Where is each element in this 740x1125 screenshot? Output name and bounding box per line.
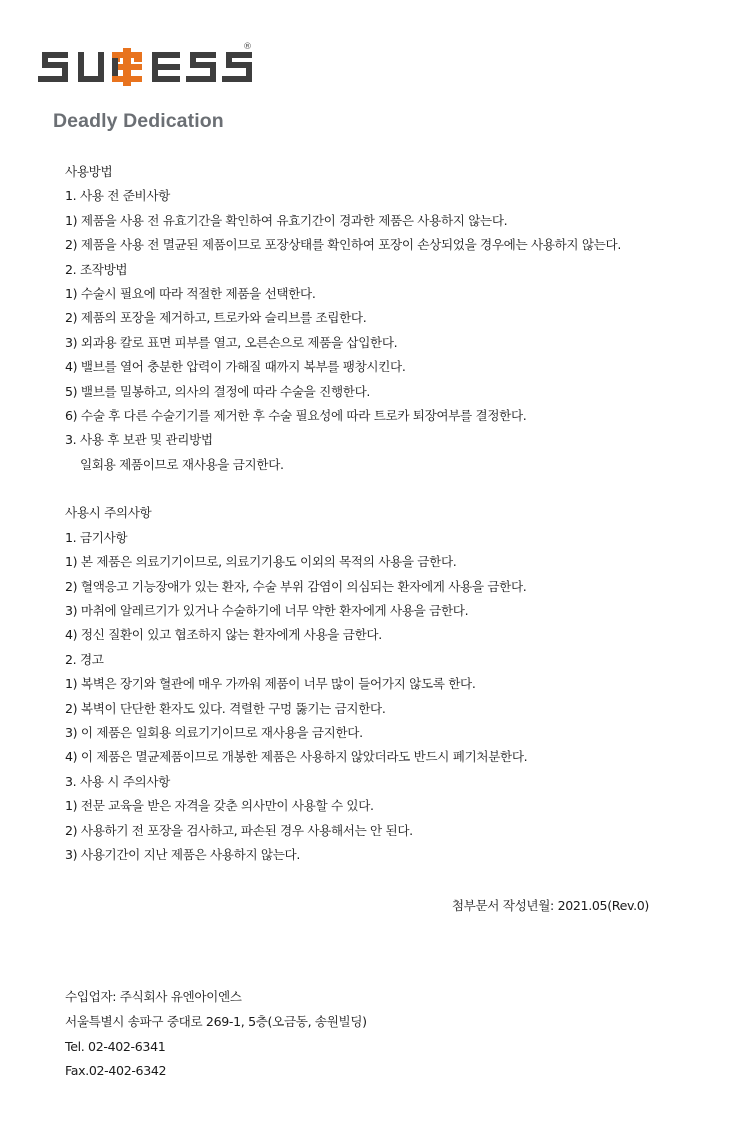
precautions-title: 사용시 주의사항 bbox=[65, 505, 152, 521]
document-date: 첨부문서 작성년월: 2021.05(Rev.0) bbox=[451, 898, 649, 913]
list-item: 2) 제품의 포장을 제거하고, 트로카와 슬리브를 조립한다. bbox=[65, 310, 367, 326]
list-item: 4) 밸브를 열어 충분한 압력이 가해질 때까지 복부를 팽창시킨다. bbox=[65, 359, 406, 375]
list-item: 1) 수술시 필요에 따라 적절한 제품을 선택한다. bbox=[65, 285, 316, 301]
list-item: 2) 제품을 사용 전 멸균된 제품이므로 포장상태를 확인하여 포장이 손상되었을 경우에는 사용하지 않는다. bbox=[65, 237, 621, 253]
list-item: 3) 이 제품은 일회용 의료기기이므로 재사용을 금지한다. bbox=[65, 724, 363, 740]
list-item: 4) 이 제품은 멸균제품이므로 개봉한 제품은 사용하지 않았더라도 반드시 폐기처분한다. bbox=[65, 749, 528, 765]
contra-heading: 1. 금기사항 bbox=[65, 529, 128, 545]
section-gap bbox=[65, 477, 725, 501]
importer-info bbox=[65, 985, 367, 1084]
list-item: 6) 수술 후 다른 수술기기를 제거한 후 수술 필요성에 따라 트로카 퇴장여부를 결정한다. bbox=[65, 407, 527, 423]
list-item: 4) 정신 질환이 있고 협조하지 않는 환자에게 사용을 금한다. bbox=[65, 627, 382, 643]
storage-text: 일회용 제품이므로 재사용을 금지한다. bbox=[80, 456, 284, 472]
list-item: 2) 혈액응고 기능장애가 있는 환자, 수술 부위 감염이 의심되는 환자에게 사용을 금한다. bbox=[65, 578, 527, 594]
list-item: 2) 복벽이 단단한 환자도 있다. 격렬한 구멍 뚫기는 금지한다. bbox=[65, 700, 386, 716]
prep-heading: 1. 사용 전 준비사항 bbox=[65, 188, 170, 204]
company-logo bbox=[38, 44, 254, 86]
usage-title: 사용방법 bbox=[65, 164, 113, 179]
list-item: 1) 제품을 사용 전 유효기간을 확인하여 유효기간이 경과한 제품은 사용하지 않는다. bbox=[65, 212, 508, 228]
warning-heading: 2. 경고 bbox=[65, 651, 104, 667]
importer-name: 수입업자: 주식회사 유엔아이엔스 bbox=[65, 989, 242, 1004]
list-item: 2) 사용하기 전 포장을 검사하고, 파손된 경우 사용해서는 안 된다. bbox=[65, 822, 413, 838]
list-item: 5) 밸브를 밀봉하고, 의사의 결정에 따라 수술을 진행한다. bbox=[65, 383, 371, 399]
list-item: 3) 외과용 칼로 표면 피부를 열고, 오른손으로 제품을 삽입한다. bbox=[65, 334, 398, 350]
operation-heading: 2. 조작방법 bbox=[65, 261, 128, 277]
importer-tel: Tel. 02-402-6341 bbox=[65, 1038, 166, 1054]
brand-tagline: Deadly Dedication bbox=[53, 110, 224, 132]
list-item: 1) 본 제품은 의료기기이므로, 의료기기용도 이외의 목적의 사용을 금한다. bbox=[65, 554, 457, 570]
list-item: 3) 마취에 알레르기가 있거나 수술하기에 너무 약한 환자에게 사용을 금한다. bbox=[65, 603, 469, 619]
list-item: 1) 전문 교육을 받은 자격을 갖춘 의사만이 사용할 수 있다. bbox=[65, 798, 374, 814]
importer-fax: Fax.02-402-6342 bbox=[65, 1063, 167, 1079]
list-item: 1) 복벽은 장기와 혈관에 매우 가까워 제품이 너무 많이 들어가지 않도록 한다. bbox=[65, 676, 476, 692]
importer-address: 서울특별시 송파구 중대로 269-1, 5층(오금동, 송원빌딩) bbox=[65, 1013, 367, 1029]
storage-heading: 3. 사용 후 보관 및 관리방법 bbox=[65, 432, 213, 448]
list-item: 3) 사용기간이 지난 제품은 사용하지 않는다. bbox=[65, 846, 301, 862]
success-logo-icon bbox=[38, 44, 254, 86]
registered-mark: ® bbox=[243, 42, 252, 52]
caution-heading: 3. 사용 시 주의사항 bbox=[65, 773, 170, 789]
document-body bbox=[65, 160, 725, 867]
